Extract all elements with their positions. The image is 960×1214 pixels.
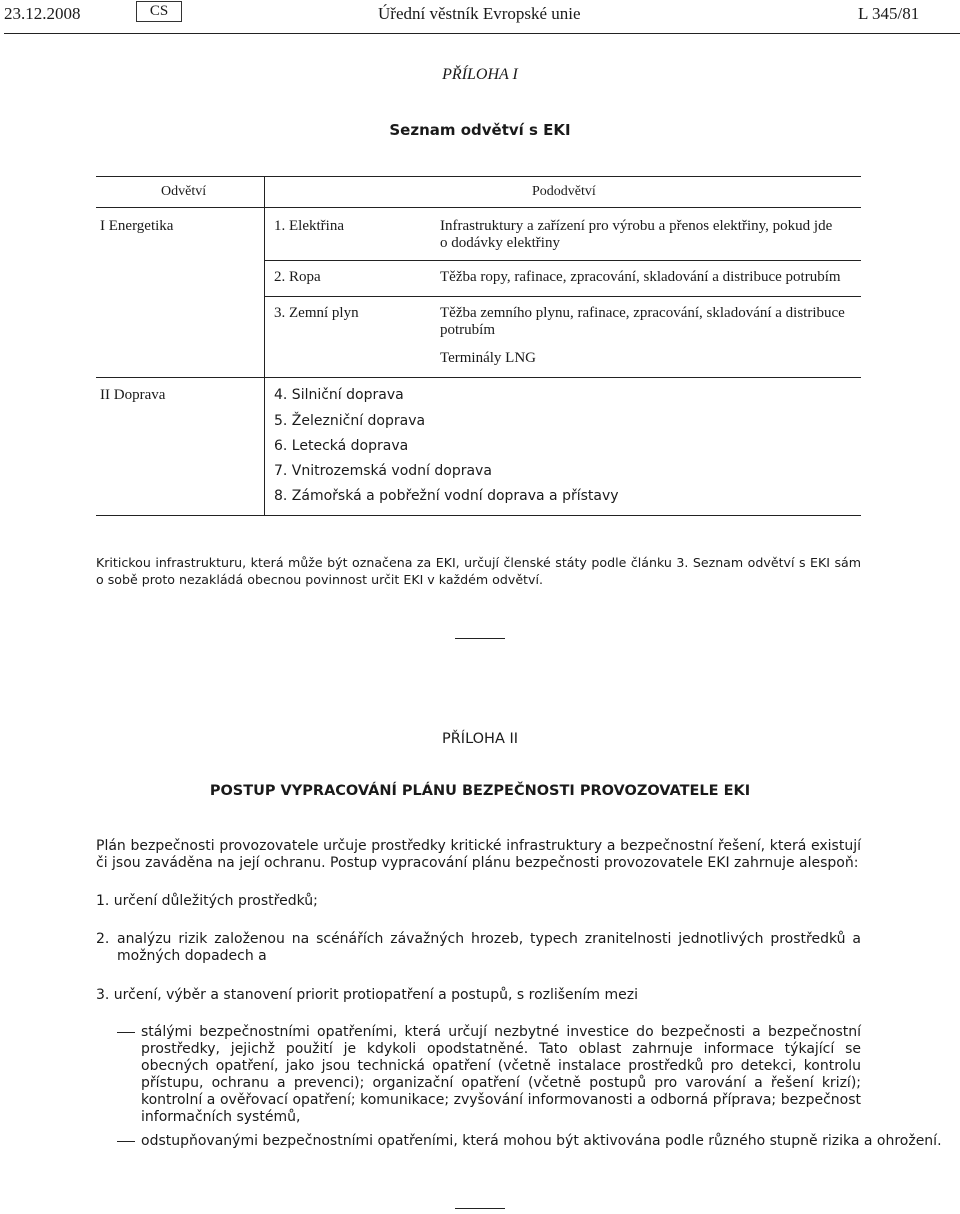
dash-marker-1 bbox=[117, 1032, 135, 1033]
subsector-inland-water: 7. Vnitrozemská vodní doprava bbox=[274, 463, 492, 479]
annex-1-title: Seznam odvětví s EKI bbox=[389, 121, 571, 139]
annex-2-title: POSTUP VYPRACOVÁNÍ PLÁNU BEZPEČNOSTI PROVOZOVATELE EKI bbox=[209, 783, 751, 799]
dash-marker-2 bbox=[117, 1141, 135, 1142]
list-item-3: 3. určení, výběr a stanovení priorit protiopatření a postupů, s rozlišením mezi bbox=[96, 987, 639, 1003]
list-item-2: analýzu rizik založenou na scénářích závažných hrozeb, typech zranitelnosti jednotlivých prostředků a možných dopadech a bbox=[117, 931, 861, 964]
sector-transport: II Doprava bbox=[100, 387, 166, 403]
subsector-electricity-desc-line2: o dodávky elektřiny bbox=[440, 235, 560, 251]
subsector-maritime: 8. Zámořská a pobřežní vodní doprava a přístavy bbox=[274, 488, 619, 504]
list-item-2-number: 2. bbox=[96, 931, 110, 947]
table-column-divider bbox=[264, 176, 265, 516]
subsector-gas-desc-lng: Terminály LNG bbox=[440, 350, 537, 366]
annex-1-note: Kritickou infrastrukturu, která může být označena za EKI, určují členské státy podle článku 3. Seznam odvětví s EKI sám o sobě proto nezakládá obecnou povinnost určit EKI v každém odvětví. bbox=[96, 555, 861, 587]
subsector-road: 4. Silniční doprava bbox=[274, 387, 404, 403]
dash-item-2: odstupňovanými bezpečnostními opatřeními, která mohou být aktivována podle různého stupně rizika a ohrožení. bbox=[141, 1133, 942, 1149]
col-header-sector: Odvětví bbox=[161, 184, 207, 199]
annex-1-label: PŘÍLOHA I bbox=[442, 66, 518, 83]
subsector-rail: 5. Železniční doprava bbox=[274, 413, 426, 429]
subsector-electricity: 1. Elektřina bbox=[274, 218, 344, 234]
dash-item-1: stálými bezpečnostními opatřeními, která určují nezbytné investice do bezpečnosti a bezpečnostní prostředky, jejichž použití je kdykoli opodstatněné. Tato oblast zahrnuje informace týkající se obecných opatření, jako jsou technická opatření (včetně instalace prostředků pro detekci, kontrolu přístupu, ochranu a prevenci); organizační opatření (včetně postupů pro varování a řešení krizí); kontrolní a ověřovací opatření; komunikace; zvyšování informovanosti a odborná příprava; bezpečnost informačních systémů, bbox=[141, 1024, 861, 1125]
subsector-gas: 3. Zemní plyn bbox=[274, 305, 359, 321]
list-item-1: 1. určení důležitých prostředků; bbox=[96, 893, 318, 909]
publication-date: 23.12.2008 bbox=[4, 4, 81, 23]
footer-separator-rule bbox=[455, 1208, 505, 1209]
subsector-oil: 2. Ropa bbox=[274, 269, 321, 285]
annex-2-label: PŘÍLOHA II bbox=[441, 731, 519, 747]
row-rule bbox=[264, 296, 861, 297]
subsector-electricity-desc-line1: Infrastruktury a zařízení pro výrobu a přenos elektřiny, pokud jde bbox=[440, 218, 833, 234]
page-reference: L 345/81 bbox=[858, 4, 920, 23]
annex-2-intro: Plán bezpečnosti provozovatele určuje prostředky kritické infrastruktury a bezpečnostní řešení, která existují či jsou zaváděna na její ochranu. Postup vypracování plánu bezpečnosti provozovatele EKI zahrnuje alespoň: bbox=[96, 838, 861, 871]
row-rule bbox=[264, 260, 861, 261]
subsector-air: 6. Letecká doprava bbox=[274, 438, 409, 454]
table-top-rule bbox=[96, 176, 861, 177]
journal-title: Úřední věstník Evropské unie bbox=[378, 4, 581, 23]
subsector-gas-desc-line1: Těžba zemního plynu, rafinace, zpracování, skladování a distribuce bbox=[440, 305, 845, 321]
table-header-rule bbox=[96, 207, 861, 208]
sector-energy: I Energetika bbox=[100, 218, 174, 234]
subsector-gas-desc-line2: potrubím bbox=[440, 322, 495, 338]
header-rule bbox=[4, 33, 960, 34]
language-badge: CS bbox=[136, 1, 182, 22]
table-bottom-rule bbox=[96, 515, 861, 516]
separator-rule bbox=[455, 638, 505, 639]
col-header-subsector: Pododvětví bbox=[532, 184, 596, 199]
section-rule bbox=[96, 377, 861, 378]
subsector-oil-desc: Těžba ropy, rafinace, zpracování, skladování a distribuce potrubím bbox=[440, 269, 841, 285]
